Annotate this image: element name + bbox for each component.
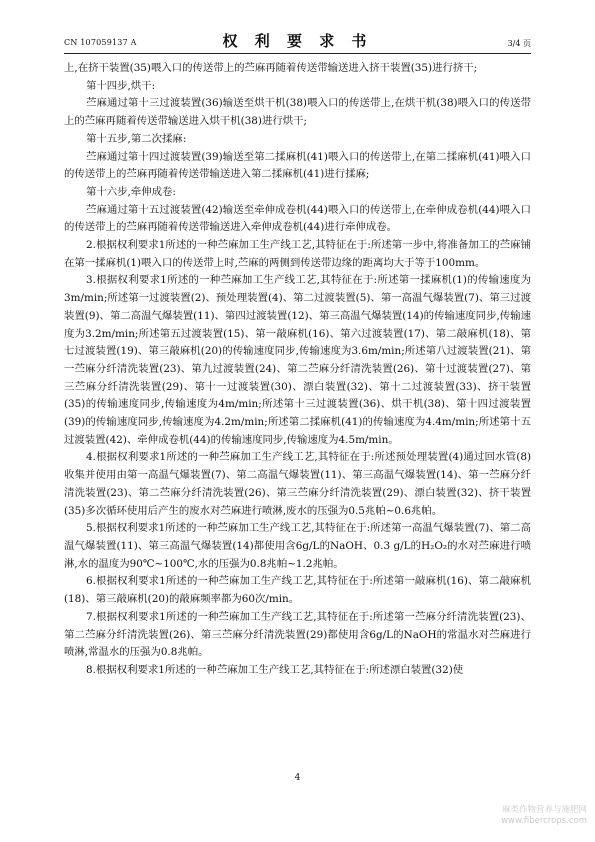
claim-paragraph: 上,在挤干装置(35)喂入口的传送带上的苎麻再随着传送带输送进入挤干装置(35)进行挤干; (64, 62, 478, 74)
claim-paragraph: 苎麻通过第十五过渡装置(42)输送至牵伸成卷机(44)喂入口的传送带上,在牵伸成卷机(44)喂入口的传送带上的苎麻再随着传送带输送进入牵伸成卷机(44)进行牵伸成卷。 (64, 203, 531, 234)
claim-6: 6.根据权利要求1所述的一种苎麻加工生产线工艺,其特征在于:所述第一敲麻机(16)、第二敲麻机(18)、第三敲麻机(20)的敲麻频率都为60次/min。 (64, 575, 531, 606)
claim-paragraph: 苎麻通过第十三过渡装置(36)输送至烘干机(38)喂入口的传送带上,在烘干机(38)喂入口的传送带上的苎麻再随着传送带输送进入烘干机(38)进行烘干; (64, 97, 531, 128)
step-heading: 第十四步,烘干: (86, 79, 156, 92)
claim-paragraph: 苎麻通过第十四过渡装置(39)输送至第二揉麻机(41)喂入口的传送带上,在第二揉麻机(41)喂入口的传送带上的苎麻再随着传送带输送进入第二揉麻机(41)进行揉麻; (64, 150, 531, 181)
claim-5: 5.根据权利要求1所述的一种苎麻加工生产线工艺,其特征在于:所述第一高温气爆装置(7)、第二高温气爆装置(11)、第三高温气爆装置(14)都使用含6g/L的NaOH、0.3 g/L的H₂O₂的水对苎麻进行喷淋,水的温度为90℃~100℃,水的压强为0.8兆帕~1.2兆帕。 (64, 522, 531, 570)
claim-4: 4.根据权利要求1所述的一种苎麻加工生产线工艺,其特征在于:所述预处理装置(4)通过回水管(8)收集并使用由第一高温气爆装置(7)、第二高温气爆装置(11)、第三高温气爆装置(14)、第一苎麻分纤清洗装置(23)、第二苎麻分纤清洗装置(26)、第三苎麻分纤清洗装置(29)、漂白装置(32)、挤干装置(35)多次循环使用后产生的废水对苎麻进行喷淋,废水的压强为0.5兆帕~0.6兆帕。 (64, 451, 531, 517)
page-indicator: 3/4 页 (507, 39, 531, 48)
claim-2: 2.根据权利要求1所述的一种苎麻加工生产线工艺,其特征在于:所述第一步中,将准备加工的苎麻铺在第一揉麻机(1)喂入口的传送带上时,苎麻的两侧到传送带边缘的距离均大于等于100mm。 (64, 239, 531, 269)
claim-7: 7.根据权利要求1所述的一种苎麻加工生产线工艺,其特征在于:所述第一苎麻分纤清洗装置(23)、第二苎麻分纤清洗装置(26)、第三苎麻分纤清洗装置(29)都使用含6g/L的NaOH的常温水对苎麻进行喷淋,常温水的压强为0.8兆帕。 (64, 610, 531, 659)
step-heading: 第十六步,牵伸成卷: (86, 185, 176, 198)
claim-8: 8.根据权利要求1所述的一种苎麻加工生产线工艺,其特征在于:所述漂白装置(32)使 (86, 663, 464, 676)
claims-body (64, 60, 531, 680)
document-title: 权 利 要 求 书 (222, 32, 373, 50)
header-divider (64, 53, 531, 54)
watermark (501, 805, 587, 827)
watermark-url: www.fibercrops.com (501, 816, 587, 826)
publication-number: CN 107059137 A (64, 38, 137, 47)
page-header (64, 26, 531, 52)
step-heading: 第十五步,第二次揉麻: (86, 132, 187, 145)
page-number: 4 (294, 773, 301, 783)
watermark-title: 麻类作物营养与施肥网 (501, 805, 587, 815)
claim-3: 3.根据权利要求1所述的一种苎麻加工生产线工艺,其特征在于:所述第一揉麻机(1)的传输速度为3m/min;所述第一过渡装置(2)、预处理装置(4)、第二过渡装置(5)、第一高温气爆装置(7)、第三过渡装置(9)、第二高温气爆装置(11)、第四过渡装置(12)、第三高温气爆装置(14)的传输速度同步,传输速度为3.2m/min;所述第五过渡装置(15)、第一敲麻机(16)、第六过渡装置(17)、第二敲麻机(18)、第七过渡装置(19)、第三敲麻机(20)的传输速度同步,传输速度为3.6m/min;所述第八过渡装置(21)、第一苎麻分纤清洗装置(23)、第九过渡装置(24)、第二苎麻分纤清洗装置(26)、第十过渡装置(27)、第三苎麻分纤清洗装置(29)、第十一过渡装置(30)、漂白装置(32)、第十二过渡装置(33)、挤干装置(35)的传输速度同步,传输速度为4m/min;所述第十三过渡装置(36)、烘干机(38)、第十四过渡装置(39)的传输速度同步,传输速度为4.2m/min;所述第二揉麻机(41)的传输速度为4.4m/min;所述第十五过渡装置(42)、牵伸成卷机(44)的传输速度同步,传输速度为4.5m/min。 (64, 274, 531, 446)
